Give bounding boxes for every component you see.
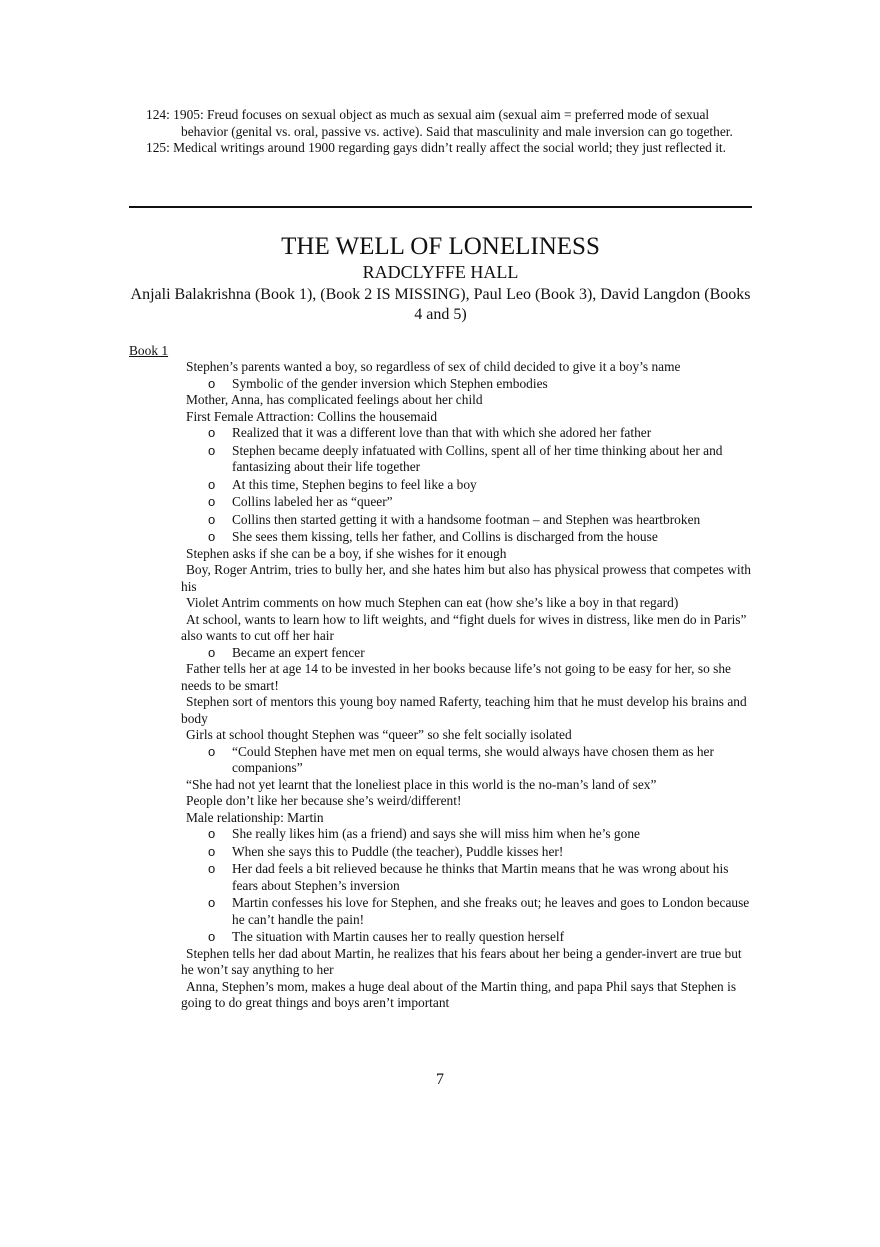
circle-bullet-icon: o	[208, 425, 216, 440]
footnotes	[146, 107, 752, 157]
outline-item	[129, 359, 752, 376]
outline-item	[129, 612, 752, 645]
circle-bullet-icon: o	[208, 529, 216, 544]
note-number: 124:	[146, 107, 170, 122]
outline-item	[129, 546, 752, 563]
outline-item-text: Girls at school thought Stephen was “queer” so she felt socially isolated	[186, 727, 572, 742]
outline-item	[129, 777, 752, 794]
outline-subitem-text: She really likes him (as a friend) and says she will miss him when he’s gone	[232, 826, 640, 841]
circle-bullet-icon: o	[208, 644, 216, 660]
outline-item-text: Male relationship: Martin	[186, 809, 324, 825]
outline-item-text: Stephen sort of mentors this young boy named Raferty, teaching him that he must develop his brains and body	[181, 694, 747, 726]
outline-subitem-text: When she says this to Puddle (the teacher), Puddle kisses her!	[232, 843, 564, 859]
book-author: RADCLYFFE HALL	[362, 262, 519, 282]
outline-item-text: People don’t like her because she’s weird/different!	[186, 793, 462, 808]
outline-item	[129, 409, 752, 426]
outline-subitem-text: Collins then started getting it with a handsome footman – and Stephen was heartbroken	[232, 511, 701, 527]
circle-bullet-icon: o	[208, 442, 216, 458]
outline-subitem-text: Became an expert fencer	[232, 644, 365, 660]
outline-item	[129, 661, 752, 694]
outline-subitem	[129, 443, 752, 476]
outline-item-text: Boy, Roger Antrim, tries to bully her, and she hates him but also has physical prowess that competes with his	[181, 562, 752, 594]
outline-item	[129, 595, 752, 612]
outline-subitem-text: Collins labeled her as “queer”	[232, 494, 393, 509]
title-block	[129, 232, 752, 325]
outline-item-text: Father tells her at age 14 to be invested in her books because life’s not going to be easy for her, so she needs to be smart!	[181, 661, 731, 693]
outline-item-text: Violet Antrim comments on how much Stephen can eat (how she’s like a boy in that regard)	[186, 595, 679, 610]
outline-subitem-text: Martin confesses his love for Stephen, and she freaks out; he leaves and goes to London because he can’t handle the pain!	[232, 895, 750, 927]
outline-subitem	[129, 826, 752, 843]
outline-subitem	[129, 861, 752, 894]
outline-item-text: Stephen tells her dad about Martin, he realizes that his fears about her being a gender-invert are true but he won’t say anything to her	[181, 945, 742, 977]
outline-subitem-text: At this time, Stephen begins to feel like a boy	[232, 476, 477, 492]
outline-item-text: Anna, Stephen’s mom, makes a huge deal about of the Martin thing, and papa Phil says that Stephen is going to do great things and boys aren’t important	[181, 978, 737, 1010]
outline-subitem	[129, 425, 752, 442]
outline-item-text: First Female Attraction: Collins the housemaid	[186, 408, 438, 424]
outline-subitem	[129, 645, 752, 662]
outline-subitem	[129, 376, 752, 393]
book-1-heading: Book 1	[129, 343, 169, 358]
outline-item-text: Mother, Anna, has complicated feelings about her child	[186, 392, 483, 407]
circle-bullet-icon: o	[208, 843, 216, 859]
outline-subitem-text: The situation with Martin causes her to really question herself	[232, 929, 565, 944]
outline-item	[129, 810, 752, 827]
book-1-outline	[129, 359, 752, 1012]
section-divider	[129, 206, 752, 208]
outline-item	[129, 793, 752, 810]
circle-bullet-icon: o	[208, 743, 216, 759]
circle-bullet-icon: o	[208, 494, 216, 509]
page-number: 7	[436, 1071, 444, 1088]
outline-subitem	[129, 744, 752, 777]
outline-item-text: At school, wants to learn how to lift weights, and “fight duels for wives in distress, like men do in Paris” also wants to cut off her hair	[181, 611, 747, 643]
contributors: Anjali Balakrishna (Book 1), (Book 2 IS MISSING), Paul Leo (Book 3), David Langdon (Books 4 and 5)	[130, 286, 751, 323]
outline-item-text: Stephen’s parents wanted a boy, so regardless of sex of child decided to give it a boy’s name	[186, 359, 681, 374]
outline-item	[129, 694, 752, 727]
circle-bullet-icon: o	[208, 476, 216, 492]
outline-item-text: Stephen asks if she can be a boy, if she wishes for it enough	[186, 545, 507, 561]
circle-bullet-icon: o	[208, 511, 216, 527]
outline-subitem-text: Realized that it was a different love than that with which she adored her father	[232, 425, 652, 440]
circle-bullet-icon: o	[208, 895, 216, 910]
outline-subitem	[129, 844, 752, 861]
outline-item	[129, 946, 752, 979]
outline-subitem-text: She sees them kissing, tells her father, and Collins is discharged from the house	[232, 529, 658, 544]
circle-bullet-icon: o	[208, 861, 216, 876]
note-124	[146, 107, 752, 140]
outline-item	[129, 392, 752, 409]
outline-subitem	[129, 895, 752, 928]
outline-item	[129, 979, 752, 1012]
circle-bullet-icon: o	[208, 375, 216, 391]
outline-subitem-text: “Could Stephen have met men on equal terms, she would always have chosen them as her companions”	[232, 743, 714, 775]
circle-bullet-icon: o	[208, 826, 216, 841]
note-text: 1905: Freud focuses on sexual object as much as sexual aim (sexual aim = preferred mode of sexual behavior (genital vs. oral, passive vs. active). Said that masculinity and male inversion can go together.	[173, 107, 733, 139]
outline-subitem-text: Symbolic of the gender inversion which Stephen embodies	[232, 375, 548, 391]
outline-subitem-text: Her dad feels a bit relieved because he thinks that Martin means that he was wrong about his fears about Stephen’s inversion	[232, 861, 729, 893]
note-text: Medical writings around 1900 regarding gays didn’t really affect the social world; they just reflected it.	[173, 140, 726, 155]
outline-item	[129, 727, 752, 744]
book-title: THE WELL OF LONELINESS	[281, 233, 600, 260]
outline-item	[129, 562, 752, 595]
outline-item-text: “She had not yet learnt that the loneliest place in this world is the no-man’s land of sex”	[186, 776, 657, 792]
note-125	[146, 140, 752, 157]
note-number: 125:	[146, 140, 170, 155]
outline-subitem-text: Stephen became deeply infatuated with Collins, spent all of her time thinking about her and fantasizing about their life together	[232, 442, 723, 474]
circle-bullet-icon: o	[208, 929, 216, 944]
outline-subitem	[129, 494, 752, 511]
outline-subitem	[129, 512, 752, 529]
outline-subitem	[129, 929, 752, 946]
outline-subitem	[129, 477, 752, 494]
outline-subitem	[129, 529, 752, 546]
